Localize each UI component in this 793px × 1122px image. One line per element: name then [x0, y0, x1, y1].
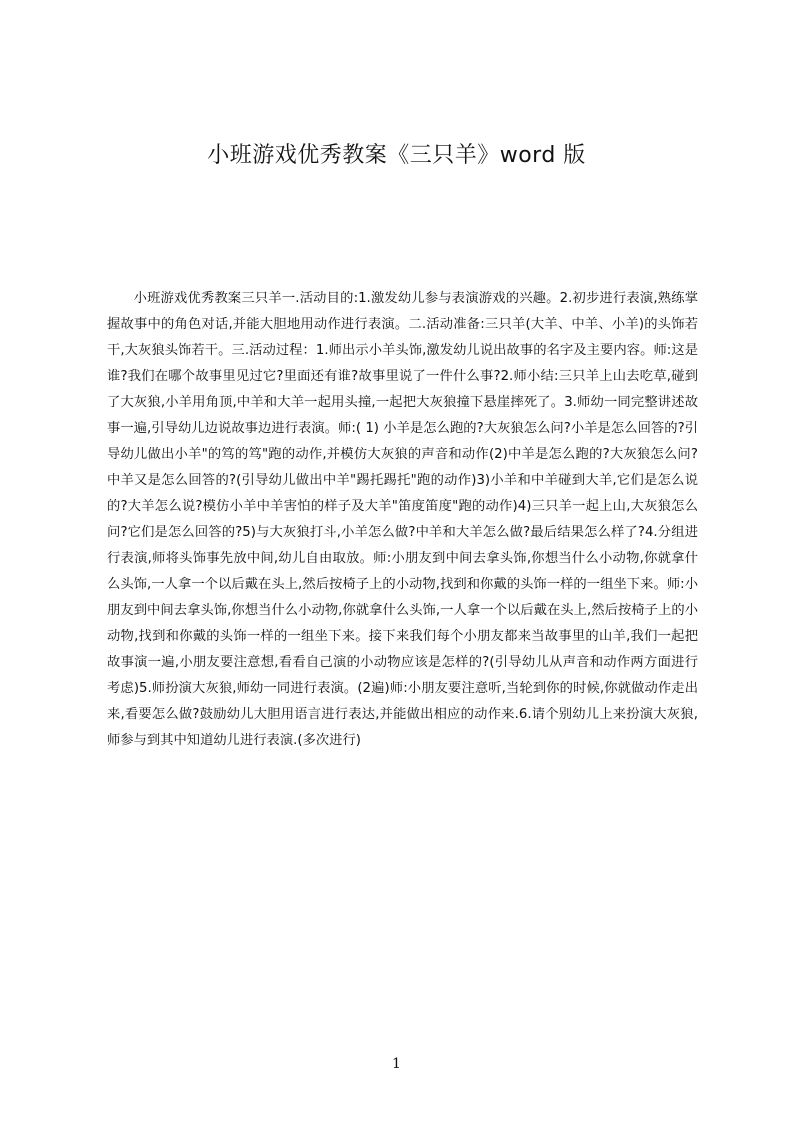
page-number: 1	[392, 1056, 401, 1072]
document-body-paragraph: 小班游戏优秀教案三只羊一.活动目的:1.激发幼儿参与表演游戏的兴趣。2.初步进行表演,熟练掌握故事中的角色对话,并能大胆地用动作进行表演。二.活动准备:三只羊(大羊、中羊、小羊)的头饰若干,大灰狼头饰若干。三.活动过程：1.师出示小羊头饰,激发幼儿说出故事的名字及主要内容。师:这是谁?我们在哪个故事里见过它?里面还有谁?故事里说了一件什么事?2.师小结:三只羊上山去吃草,碰到了大灰狼,小羊用角顶,中羊和大羊一起用头撞,一起把大灰狼撞下悬崖摔死了。3.师幼一同完整讲述故事一遍,引导幼儿边说故事边进行表演。师:( 1) 小羊是怎么跑的?大灰狼怎么问?小羊是怎么回答的?引导幼儿做出小羊"的笃的笃"跑的动作,并模仿大灰狼的声音和动作(2)中羊是怎么跑的?大灰狼怎么问?中羊又是怎么回答的?(引导幼儿做出中羊"踢托踢托"跑的动作)3)小羊和中羊碰到大羊,它们是怎么说的?大羊怎么说?模仿小羊中羊害怕的样子及大羊"笛度笛度"跑的动作)4)三只羊一起上山,大灰狼怎么问?它们是怎么回答的?5)与大灰狼打斗,小羊怎么做?中羊和大羊怎么做?最后结果怎么样了?4.分组进行表演,师将头饰事先放中间,幼儿自由取放。师:小朋友到中间去拿头饰,你想当什么小动物,你就拿什么头饰,一人拿一个以后戴在头上,然后按椅子上的小动物,找到和你戴的头饰一样的一组坐下来。师:小朋友到中间去拿头饰,你想当什么小动物,你就拿什么头饰,一人拿一个以后戴在头上,然后按椅子上的小动物,找到和你戴的头饰一样的一组坐下来。接下来我们每个小朋友都来当故事里的山羊,我们一起把故事演一遍,小朋友要注意想,看看自己演的小动物应该是怎样的?(引导幼儿从声音和动作两方面进行考虑)5.师扮演大灰狼,师幼一同进行表演。(2遍)师:小朋友要注意听,当轮到你的时候,你就做动作走出来,看要怎么做?鼓励幼儿大胆用语言进行表达,并能做出相应的动作来.6.请个别幼儿上来扮演大灰狼,师参与到其中知道幼儿进行表演.(多次进行)	[107, 291, 698, 748]
document-title: 小班游戏优秀教案《三只羊》word 版	[207, 143, 586, 168]
